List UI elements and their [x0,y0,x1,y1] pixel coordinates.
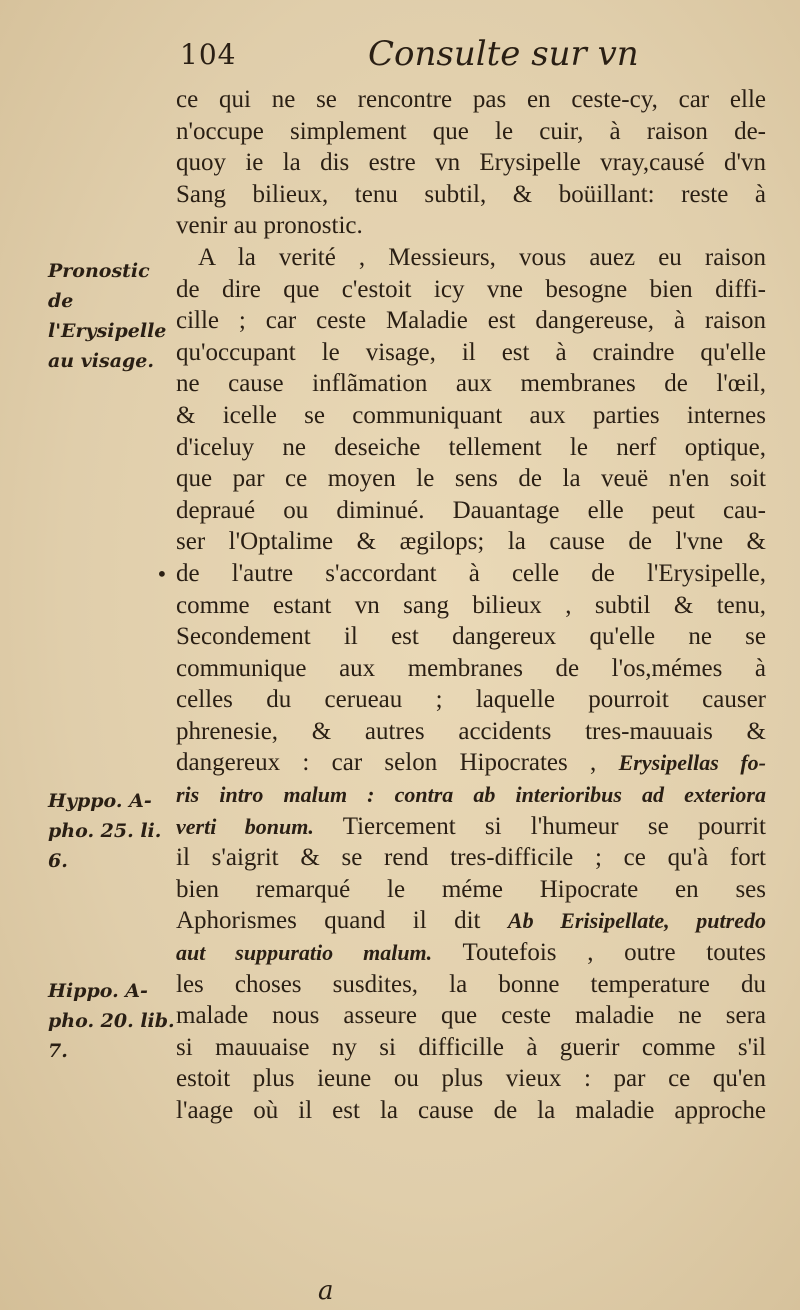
text-line: celles du cerueau ; laquelle pourroit causer [176,686,766,714]
text-line: d'iceluy ne deseiche tellement le nerf optique, [176,433,766,461]
text-line: de dire que c'estoit icy vne besogne bien diffi- [176,275,766,303]
text-line-mixed [176,747,766,779]
signature-mark: a [318,1276,334,1306]
margin-note-pronostic: Pronostic de l'Erysipelle au visage. [48,260,167,372]
running-head: Consulte sur vn [368,34,639,74]
latin-quote: Erysipellas fo- [618,750,766,776]
text-line: & icelle se communiquant aux parties internes [176,401,766,429]
text-line-mixed [176,811,766,843]
text-line: si mauuaise ny si difficille à guerir comme s'il [176,1033,766,1061]
latin-quote: verti bonum. [176,813,314,839]
text-line: depraué ou diminué. Dauantage elle peut cau- [176,496,766,524]
margin-note-hippocrates-1: Hyppo. A-pho. 25. li. 6. [48,790,162,872]
text-line: cille ; car ceste Maladie est dangereuse, à raison [176,307,766,335]
text-line: ne cause inflãmation aux membranes de l'œil, [176,370,766,398]
text-line: de l'autre s'accordant à celle de l'Erysipelle, [176,559,766,587]
text-line-mixed [176,937,766,969]
text-line: qu'occupant le visage, il est à craindre qu'elle [176,338,766,366]
text-line-mixed [176,905,766,937]
text-line: l'aage où il est la cause de la maladie approche [176,1097,766,1124]
text-line-latin [176,779,766,811]
text-line: estoit plus ieune ou plus vieux : par ce qu'en [176,1065,766,1093]
text-line: A la verité , Messieurs, vous auez eu raison [198,243,766,271]
bullet-mark: • [156,562,168,586]
text-line: que par ce moyen le sens de la veuë n'en soit [176,465,766,493]
text-line: Secondement il est dangereux qu'elle ne se [176,623,766,651]
text-line: n'occupe simplement que le cuir, à raison de- [176,117,766,145]
page-header [178,32,738,82]
text-line: communique aux membranes de l'os,mémes à [176,654,766,682]
text-line: phrenesie, & autres accidents tres-mauuais & [176,717,766,745]
text-line: malade nous asseure que ceste maladie ne sera [176,1002,766,1030]
text-line: il s'aigrit & se rend tres-difficile ; ce qu'à fort [176,844,766,872]
text-line: venir au pronostic. [176,212,363,240]
text-fragment: Aphorismes quand il dit [176,907,508,935]
text-line: Sang bilieux, tenu subtil, & boüillant: reste à [176,180,766,208]
text-line: ser l'Optalime & ægilops; la cause de l'vne & [176,528,766,556]
body-text [176,84,766,1127]
latin-quote: aut suppuratio malum. [176,940,433,966]
text-line: bien remarqué le méme Hipocrate en ses [176,875,766,903]
text-line: quoy ie la dis estre vn Erysipelle vray,causé d'vn [176,149,766,177]
text-line: les choses susdites, la bonne temperature du [176,970,766,998]
text-line: comme estant vn sang bilieux , subtil & tenu, [176,591,766,619]
text-fragment: Toutefois , outre toutes [462,939,766,967]
latin-quote: ris intro malum : contra ab interioribus ad exteriora [176,782,766,808]
text-fragment: Tiercement si l'humeur se pourrit [342,812,766,840]
text-fragment: dangereux : car selon Hipocrates , [176,749,619,777]
text-line: ce qui ne se rencontre pas en ceste-cy, car elle [176,86,766,113]
latin-quote: Ab Erisipellate, putredo [507,908,766,934]
margin-note-hippocrates-2: Hippo. A-pho. 20. lib. 7. [48,980,175,1062]
page-number: 104 [180,38,237,71]
